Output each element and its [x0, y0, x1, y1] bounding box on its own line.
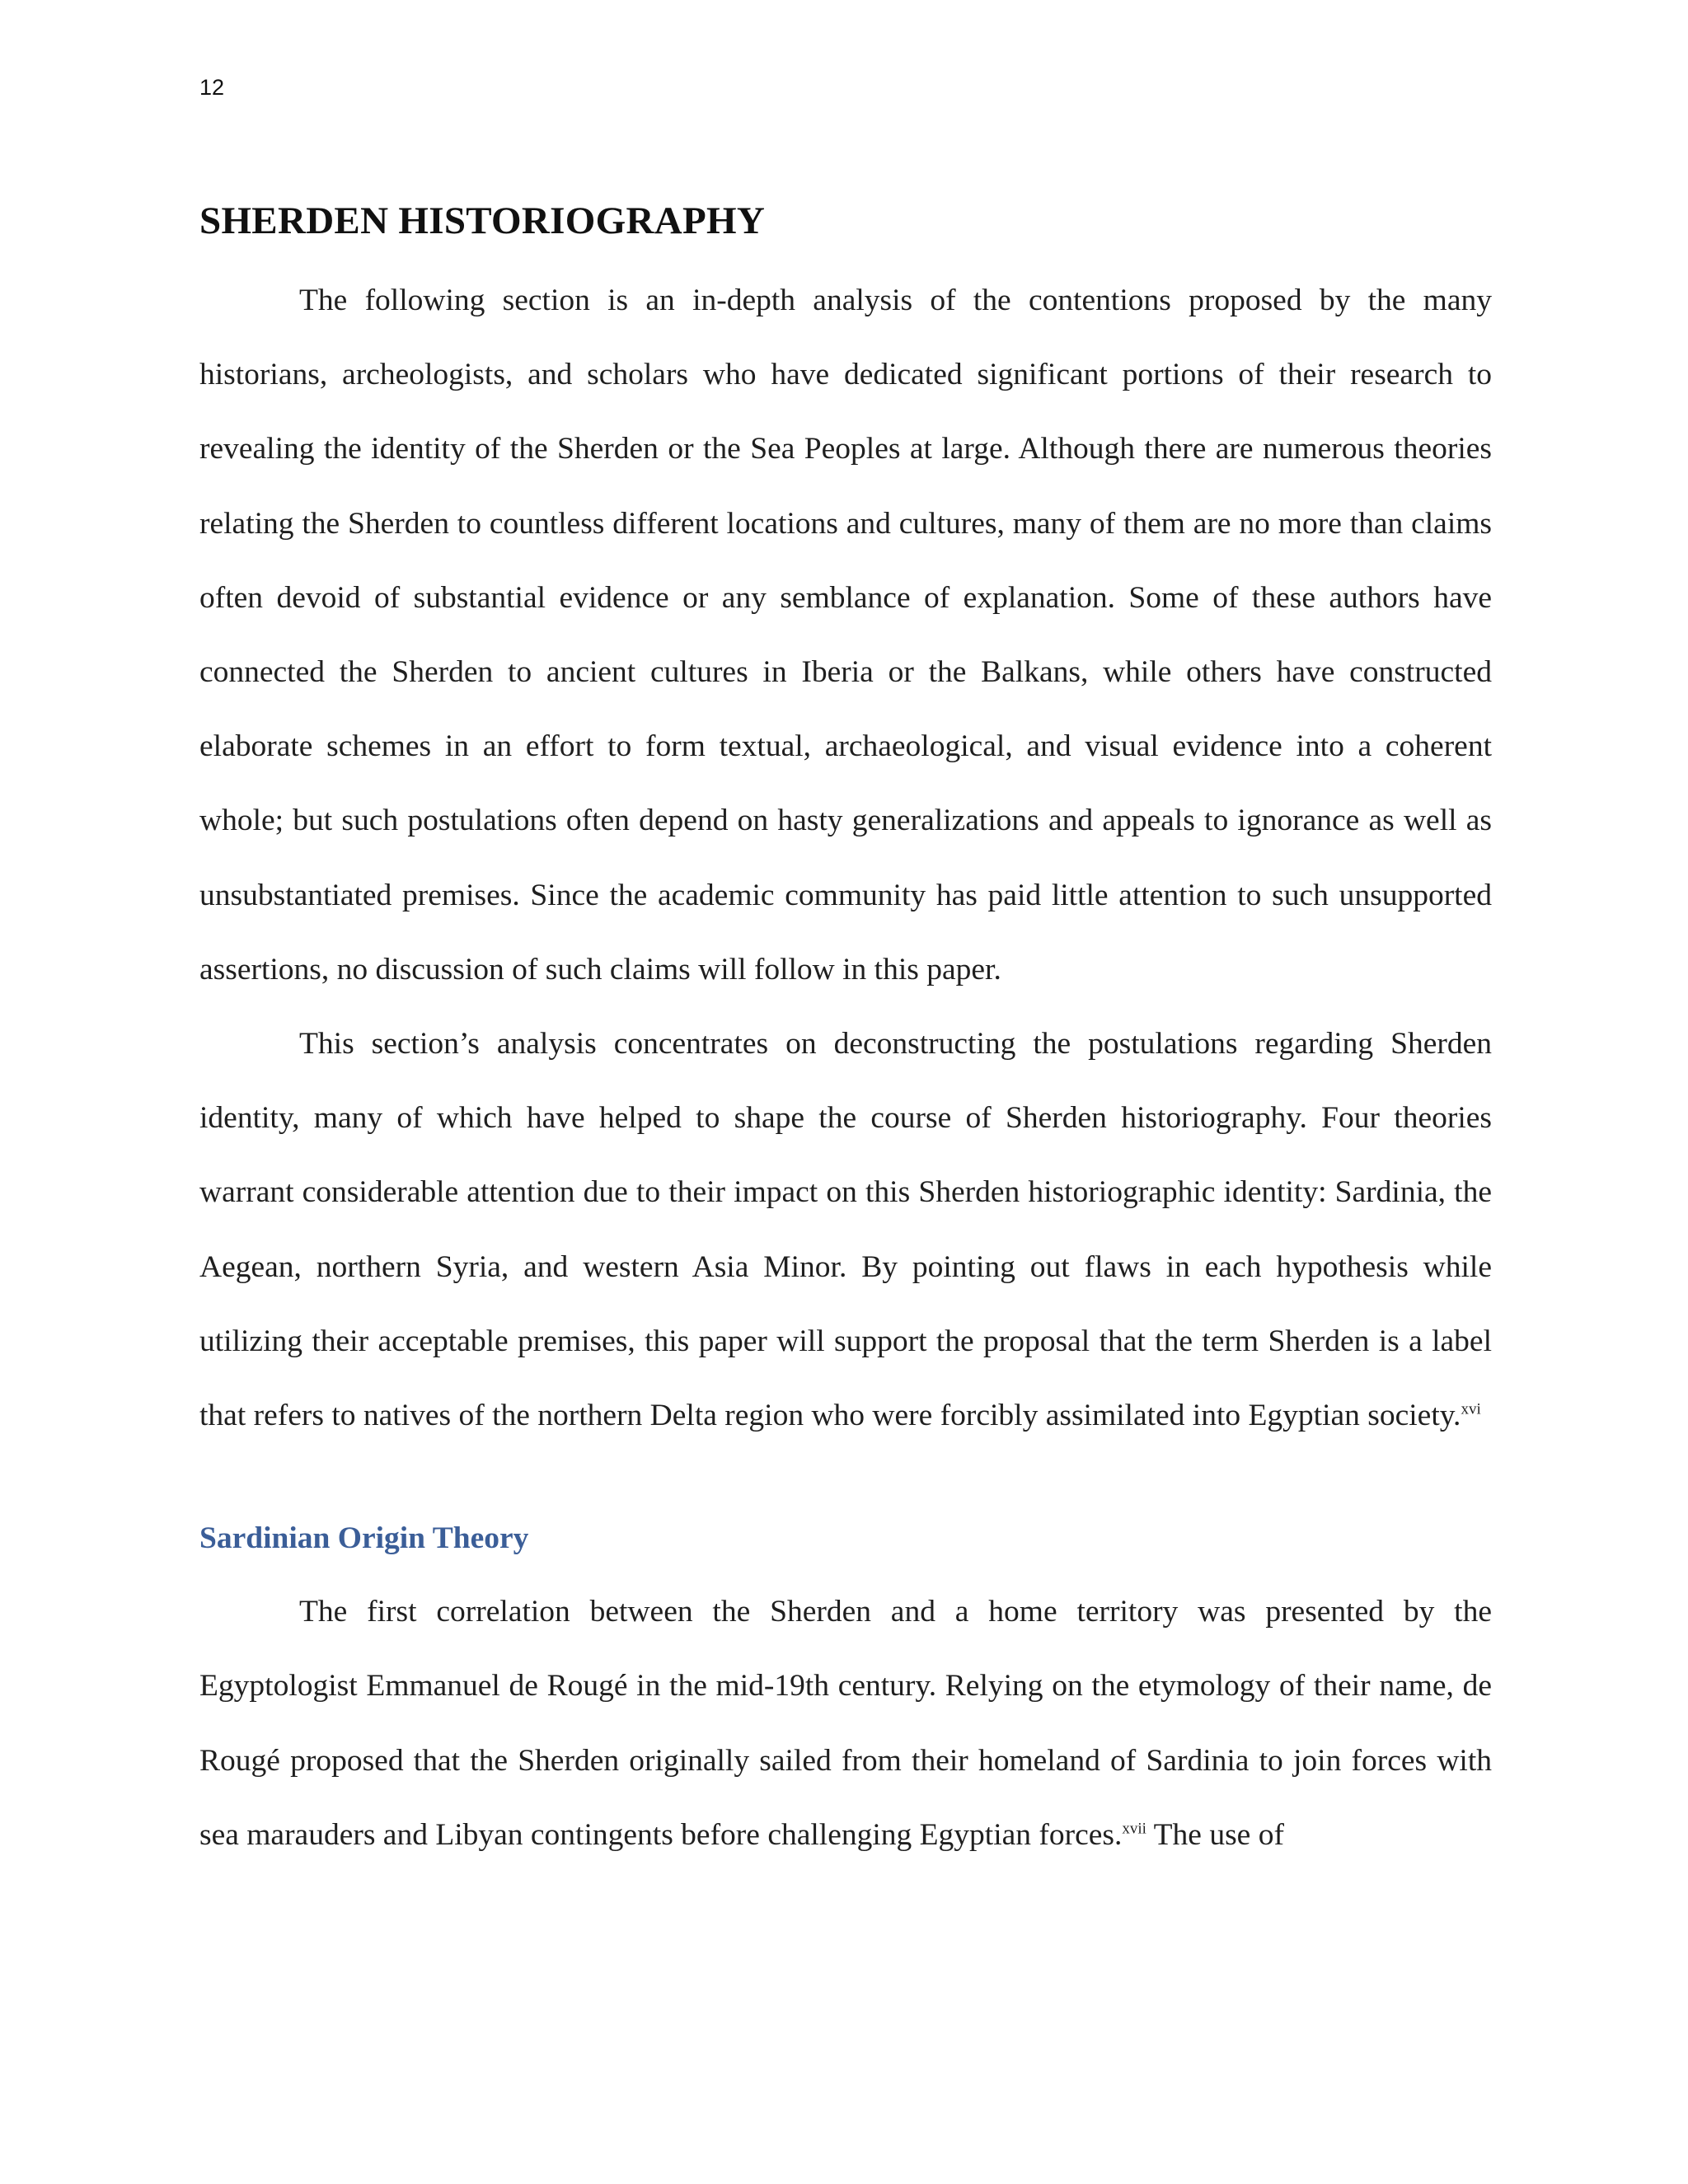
page-content: [199, 194, 1492, 1872]
page-number: 12: [199, 75, 225, 100]
paragraph-text-continued: The use of: [1146, 1817, 1284, 1852]
endnote-reference[interactable]: xvi: [1461, 1400, 1481, 1418]
section-title: SHERDEN HISTORIOGRAPHY: [199, 199, 766, 242]
endnote-reference[interactable]: xvii: [1122, 1820, 1146, 1838]
body-paragraph: [199, 1007, 1492, 1453]
paragraph-text: The first correlation between the Sherden and a home territory was presented by the Egyptologist Emmanuel de Rougé in the mid-19th century. Relying on the etymology of their name, de Rougé proposed that the Sherden originally sailed from their homeland of Sardinia to join forces with sea marauders and Libyan contingents before challenging Egyptian forces.: [199, 1595, 1492, 1852]
paragraph-text: This section’s analysis concentrates on deconstructing the postulations regarding Sherden identity, many of which have helped to shape the course of Sherden historiography. Four theories warrant considerable attention due to their impact on this Sherden historiographic identity: Sardinia, the Aegean, northern Syria, and western Asia Minor. By pointing out flaws in each hypothesis while utilizing their acceptable premises, this paper will support the proposal that the term Sherden is a label that refers to natives of the northern Delta region who were forcibly assimilated into Egyptian society.: [199, 1027, 1492, 1433]
body-paragraph: [199, 264, 1492, 1007]
body-paragraph: [199, 1575, 1492, 1872]
paragraph-text: The following section is an in-depth analysis of the contentions proposed by the many historians, archeologists, and scholars who have dedicated significant portions of their research to revealing the identity of the Sherden or the Sea Peoples at large. Although there are numerous theories relating the Sherden to countless different locations and cultures, many of them are no more than claims often devoid of substantial evidence or any semblance of explanation. Some of these authors have connected the Sherden to ancient cultures in Iberia or the Balkans, while others have constructed elaborate schemes in an effort to form textual, archaeological, and visual evidence into a coherent whole; but such postulations often depend on hasty generalizations and appeals to ignorance as well as unsubstantiated premises. Since the academic community has paid little attention to such unsupported assertions, no discussion of such claims will follow in this paper.: [199, 284, 1492, 987]
subsection-title: Sardinian Origin Theory: [199, 1521, 529, 1556]
